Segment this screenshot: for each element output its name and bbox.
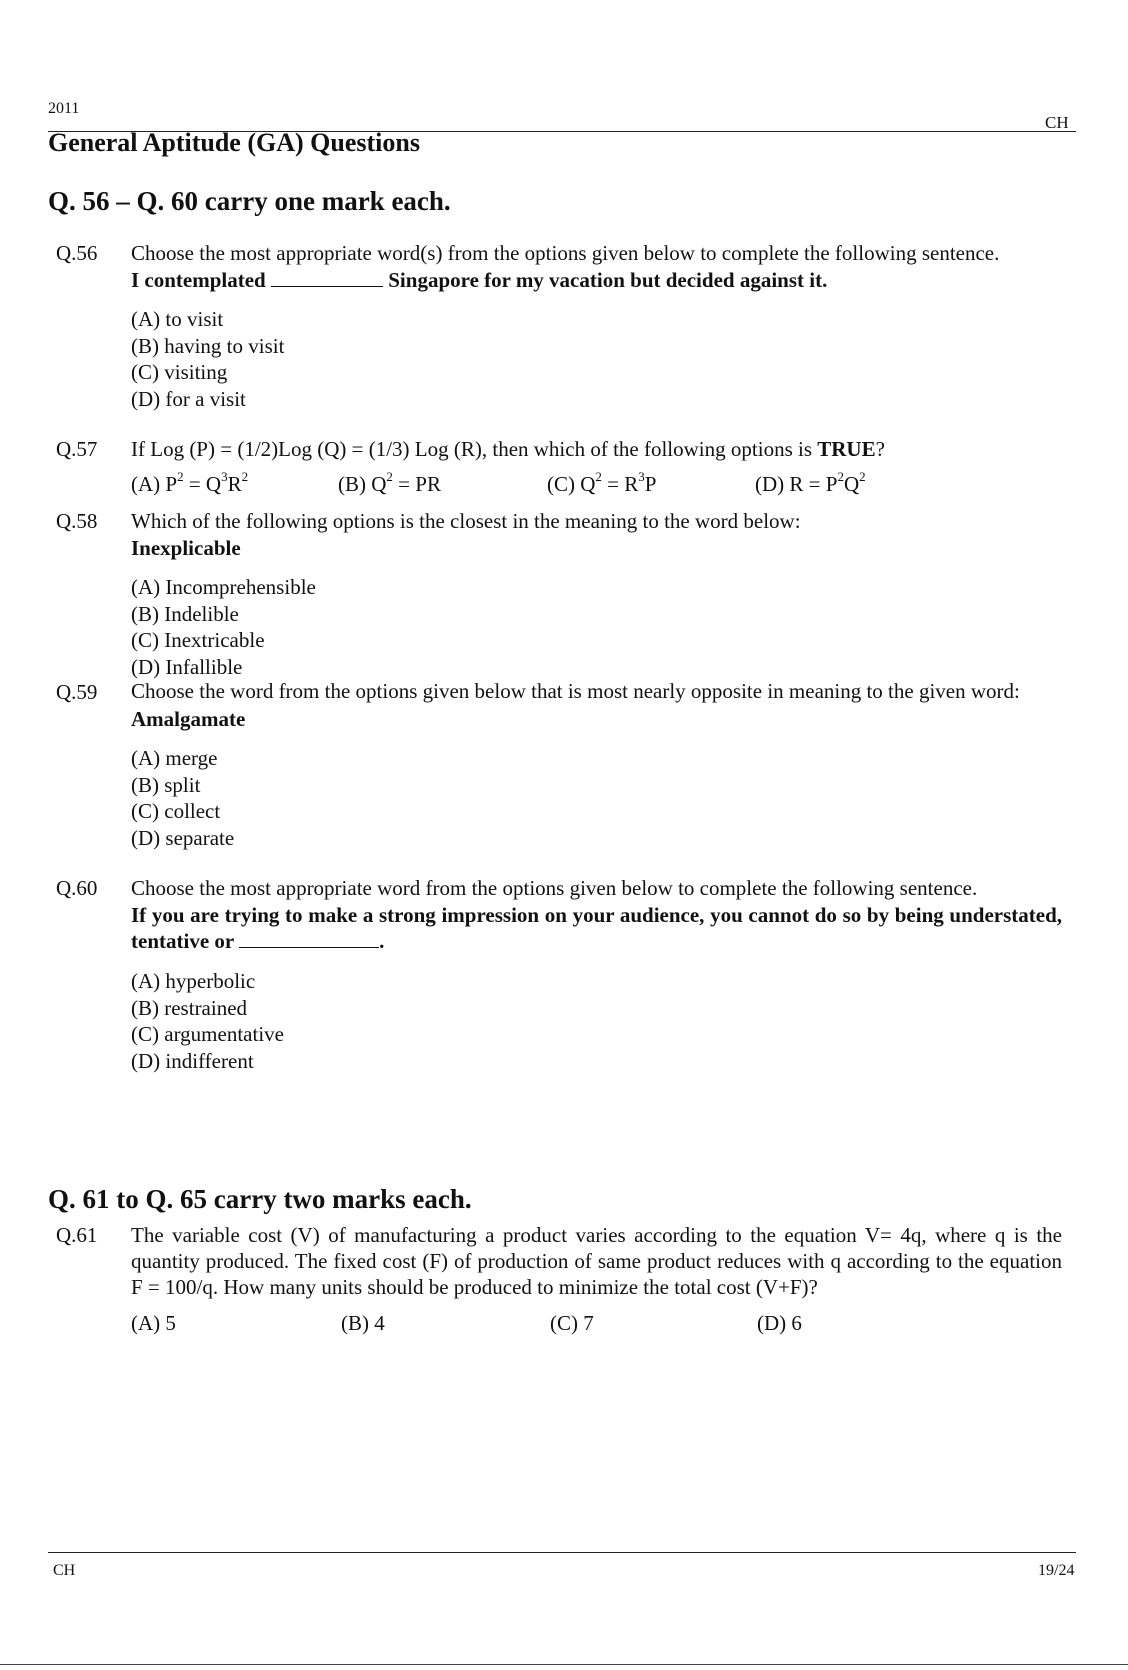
- question-stem: The variable cost (V) of manufacturing a product varies according to the equation V= 4q, where q is the quantity produced. The fixed cost (F) of production of same product reduces with q according to the equation F = 100/q. How many units should be produced to minimize the total cost (V+F)?: [131, 1223, 1062, 1299]
- sentence-end: Singapore for my vacation but decided against it.: [388, 268, 828, 292]
- question-60: [56, 875, 1062, 1074]
- option-a: (A) 5: [131, 1311, 176, 1335]
- option-a: (A) hyperbolic: [131, 969, 256, 993]
- option-a: (A) Incomprehensible: [131, 575, 316, 599]
- options-row: [131, 1310, 1062, 1340]
- question-stem: Choose the most appropriate word from the options given below to complete the following sentence.: [131, 876, 978, 900]
- exam-year: 2011: [48, 100, 80, 117]
- options-list: [131, 968, 1062, 1074]
- question-word: Amalgamate: [131, 707, 246, 731]
- question-stem: [131, 436, 1062, 463]
- option-c: (C) 7: [550, 1311, 594, 1335]
- option-b: (B) Indelible: [131, 601, 239, 626]
- option-d: (D) separate: [131, 825, 235, 850]
- fill-blank: [271, 268, 383, 287]
- options-list: [131, 745, 1062, 851]
- sentence-start: I contemplated: [131, 268, 266, 292]
- paper-code-header: CH: [1045, 113, 1069, 132]
- question-number: Q.59: [56, 680, 98, 704]
- one-mark-heading: Q. 56 – Q. 60 carry one mark each.: [48, 186, 451, 216]
- question-stem: Choose the word from the options given below that is most nearly opposite in meaning to the given word:: [131, 679, 1020, 703]
- option-d: (D) indifferent: [131, 1048, 254, 1073]
- sentence-start: If you are trying to make a strong impression on your audience, you cannot do so by being understated, tentative or: [131, 903, 1062, 953]
- option-a: (A) merge: [131, 746, 218, 770]
- option-d: (D) for a visit: [131, 386, 246, 411]
- option-c: (C) collect: [131, 799, 221, 823]
- fill-blank: [239, 929, 379, 948]
- question-sentence: [131, 902, 1062, 954]
- stem-emphasis: TRUE: [817, 437, 876, 461]
- question-number: Q.60: [56, 876, 98, 900]
- question-sentence: [131, 267, 1062, 294]
- option-a: (A) to visit: [131, 307, 224, 331]
- options-list: [131, 574, 1062, 680]
- sentence-end: .: [379, 929, 385, 953]
- option-b: (B) 4: [341, 1311, 385, 1335]
- option-c: (C) visiting: [131, 360, 228, 384]
- question-57: [56, 436, 1062, 501]
- question-stem: Choose the most appropriate word(s) from the options given below to complete the following sentence.: [131, 241, 1000, 265]
- footer-rule: [48, 1552, 1076, 1553]
- option-c: (C) $Q^2 = R^3P$: [547, 469, 657, 496]
- scan-edge-rule: [0, 1664, 1128, 1665]
- two-mark-heading: Q. 61 to Q. 65 carry two marks each.: [48, 1184, 472, 1214]
- section-title: General Aptitude (GA) Questions: [48, 128, 420, 157]
- question-word: Inexplicable: [131, 536, 241, 560]
- stem-end: ?: [875, 437, 885, 461]
- question-stem: Which of the following options is the closest in the meaning to the word below:: [131, 509, 801, 533]
- option-c: (C) Inextricable: [131, 628, 265, 652]
- paper-code-footer: CH: [53, 1562, 76, 1579]
- stem-text: If Log (P) = (1/2)Log (Q) = (1/3) Log (R), then which of the following options is: [131, 437, 812, 461]
- option-d: (D) 6: [757, 1311, 802, 1335]
- question-number: Q.57: [56, 437, 98, 461]
- option-b: (B) split: [131, 772, 201, 797]
- option-b: (B) restrained: [131, 995, 248, 1020]
- question-58: [56, 508, 1062, 680]
- options-list: [131, 306, 1062, 412]
- option-b: (B) having to visit: [131, 333, 285, 358]
- option-d: (D) Infallible: [131, 654, 243, 679]
- question-number: Q.61: [56, 1223, 98, 1247]
- question-number: Q.58: [56, 509, 98, 533]
- option-a: (A) $P^2 = Q^3R^2$: [131, 469, 249, 496]
- question-56: [56, 240, 1062, 412]
- option-c: (C) argumentative: [131, 1022, 284, 1046]
- option-d: (D) $R = P^2Q^2$: [755, 469, 866, 496]
- question-59: [56, 679, 1062, 851]
- question-number: Q.56: [56, 241, 98, 265]
- option-b: (B) $Q^2$ = PR: [338, 469, 441, 496]
- page-number: 19/24: [1038, 1562, 1075, 1579]
- options-row: [131, 471, 1062, 501]
- question-61: [56, 1222, 1062, 1340]
